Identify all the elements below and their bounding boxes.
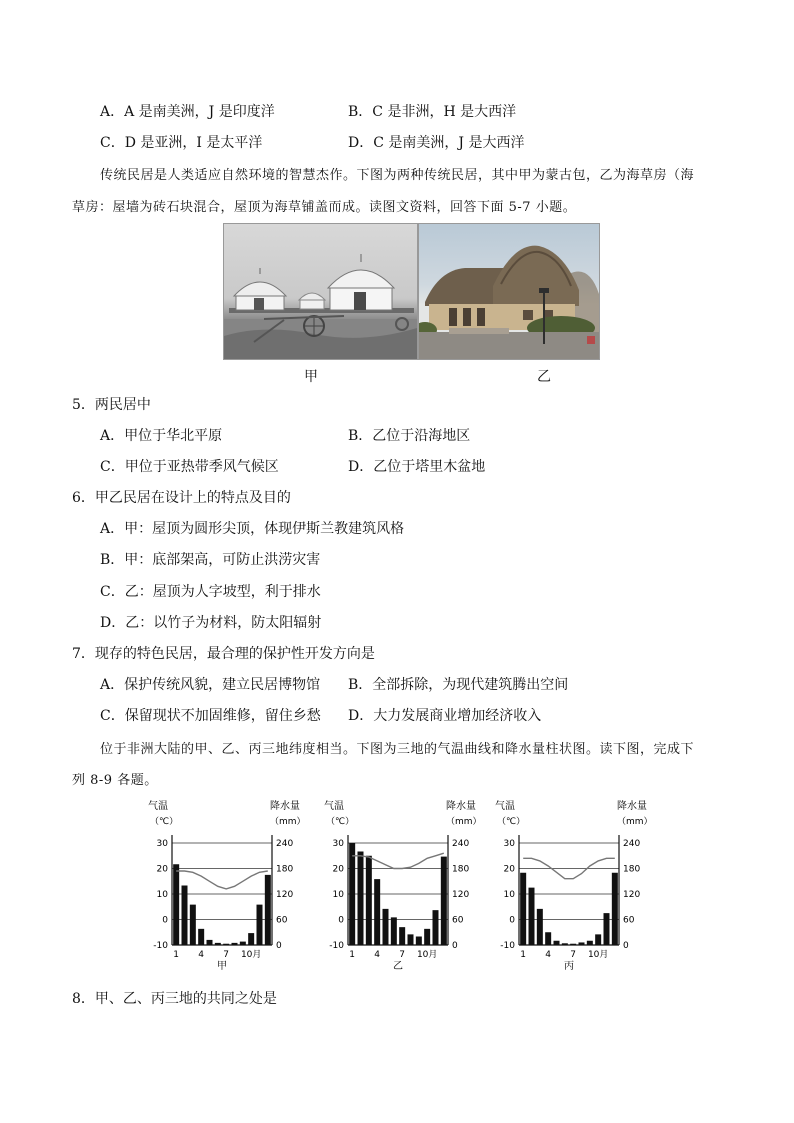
- temp-tick-label: -10: [153, 941, 168, 951]
- chart-caption: 丙: [564, 961, 574, 972]
- temp-tick-label: 20: [332, 864, 344, 875]
- precip-bar: [587, 941, 593, 945]
- temp-tick-label: 20: [503, 864, 515, 875]
- q4-option-d-text: D．C 是南美洲，J 是大西洋: [348, 135, 525, 151]
- yurt-photo: [223, 223, 418, 360]
- precip-bar: [441, 857, 447, 945]
- intro-5-7-line2: 草房：屋墙为砖石块混合，屋顶为海草铺盖而成。读图文资料，回答下面 5-7 小题。: [72, 200, 577, 215]
- q5-option-b: B．乙位于沿海地区: [348, 428, 471, 444]
- precip-axis-title: 降水量: [446, 801, 476, 812]
- q5-option-d: D．乙位于塔里木盆地: [348, 459, 486, 475]
- precip-bar: [182, 886, 188, 946]
- temp-tick-label: 10: [503, 890, 515, 900]
- temp-tick-label: 30: [503, 839, 515, 849]
- precip-tick-label: 180: [623, 864, 641, 875]
- temp-tick-label: 10: [156, 890, 168, 900]
- q6-option-a: A．甲：屋顶为圆形尖顶，体现伊斯兰教建筑风格: [100, 521, 405, 537]
- precip-bar: [529, 888, 535, 945]
- precip-bar: [416, 937, 422, 946]
- x-tick-label: 7: [223, 950, 230, 960]
- x-tick-label: 10月: [416, 950, 438, 960]
- temp-tick-label: 0: [162, 915, 168, 926]
- precip-bar: [433, 910, 439, 945]
- precip-bar: [408, 934, 414, 945]
- precip-bar: [545, 932, 551, 945]
- q6-stem: 6．甲乙民居在设计上的特点及目的: [72, 490, 291, 506]
- precip-axis-unit: （mm）: [446, 817, 482, 827]
- precip-tick-label: 240: [623, 839, 641, 849]
- intro-5-7-line1: 传统民居是人类适应自然环境的智慧杰作。下图为两种传统民居，其中甲为蒙古包，乙为海草房（海: [100, 168, 695, 183]
- x-tick-label: 7: [399, 950, 406, 960]
- precip-tick-label: 60: [452, 915, 464, 926]
- precip-bar: [604, 913, 610, 945]
- precip-tick-label: 60: [623, 915, 635, 926]
- precip-bar: [215, 943, 221, 945]
- q5-option-c: C．甲位于亚热带季风气候区: [100, 459, 279, 475]
- q4-option-a-text: A．A 是南美洲，J 是印度洋: [100, 104, 275, 120]
- temp-axis-title: 气温: [148, 801, 168, 812]
- precip-bar: [349, 843, 355, 945]
- x-tick-label: 4: [374, 950, 381, 960]
- precip-bar: [424, 929, 430, 945]
- x-tick-label: 10月: [240, 950, 262, 960]
- intro-8-9-line2: 列 8-9 各题。: [72, 773, 158, 788]
- precip-bar: [265, 875, 271, 945]
- q7-option-c: C．保留现状不加固维修，留住乡愁: [100, 708, 321, 724]
- x-tick-label: 7: [570, 950, 577, 960]
- temp-tick-label: -10: [500, 941, 515, 951]
- precip-bar: [537, 909, 543, 945]
- x-tick-label: 4: [545, 950, 552, 960]
- precip-bar: [579, 942, 585, 945]
- precip-tick-label: 240: [452, 839, 470, 849]
- q5-option-a: A．甲位于华北平原: [100, 428, 223, 444]
- q7-stem: 7．现存的特色民居，最合理的保护性开发方向是: [72, 646, 375, 662]
- precip-bar: [520, 873, 526, 945]
- precip-tick-label: 0: [452, 941, 458, 951]
- precip-axis-unit: （mm）: [617, 817, 653, 827]
- temp-axis-unit: （℃）: [150, 817, 179, 827]
- temp-tick-label: 30: [332, 839, 344, 849]
- chart-caption: 甲: [217, 961, 227, 972]
- precip-bar: [399, 927, 405, 945]
- q7-option-d: D．大力发展商业增加经济收入: [348, 708, 542, 724]
- precip-bar: [374, 879, 380, 945]
- q5-stem: 5．两民居中: [72, 397, 151, 413]
- temp-axis-unit: （℃）: [497, 817, 526, 827]
- precip-bar: [173, 864, 179, 945]
- q4-option-c-text: C．D 是亚洲，I 是太平洋: [100, 135, 263, 151]
- temp-axis-title: 气温: [324, 801, 344, 812]
- precip-bar: [383, 909, 389, 945]
- precip-bar: [257, 905, 263, 945]
- precip-tick-label: 120: [276, 890, 294, 900]
- precip-tick-label: 180: [452, 864, 470, 875]
- precip-bar: [366, 856, 372, 945]
- photo-caption-jia: 甲: [304, 369, 318, 385]
- temp-tick-label: 30: [156, 839, 168, 849]
- temp-line: [176, 871, 268, 889]
- x-tick-label: 1: [173, 950, 180, 960]
- q4-option-b-text: B．C 是非洲，H 是大西洋: [348, 104, 517, 120]
- temp-tick-label: 0: [338, 915, 344, 926]
- precip-bar: [562, 943, 568, 945]
- temp-tick-label: 10: [332, 890, 344, 900]
- photo-caption-yi: 乙: [537, 369, 551, 385]
- temp-tick-label: -10: [329, 941, 344, 951]
- precip-bar: [570, 944, 576, 945]
- q7-option-a: A．保护传统风貌，建立民居博物馆: [100, 677, 321, 693]
- seaweed-house-photo: [418, 223, 600, 360]
- precip-bar: [240, 942, 246, 945]
- precip-bar: [207, 940, 213, 945]
- precip-tick-label: 60: [276, 915, 288, 926]
- precip-bar: [358, 852, 364, 946]
- x-tick-label: 10月: [587, 950, 609, 960]
- precip-axis-title: 降水量: [270, 801, 300, 812]
- temp-tick-label: 20: [156, 864, 168, 875]
- chart-caption: 乙: [393, 961, 403, 972]
- precip-tick-label: 0: [276, 941, 282, 951]
- temp-axis-unit: （℃）: [326, 817, 355, 827]
- x-tick-label: 4: [198, 950, 205, 960]
- x-tick-label: 1: [349, 950, 356, 960]
- q6-option-d: D．乙：以竹子为材料，防太阳辐射: [100, 615, 322, 631]
- temp-tick-label: 0: [509, 915, 515, 926]
- precip-bar: [198, 929, 204, 945]
- precip-tick-label: 180: [276, 864, 294, 875]
- q7-option-b: B．全部拆除，为现代建筑腾出空间: [348, 677, 569, 693]
- temp-axis-title: 气温: [495, 801, 515, 812]
- q6-option-b: B．甲：底部架高，可防止洪涝灾害: [100, 552, 321, 568]
- precip-bar: [391, 917, 397, 945]
- precip-tick-label: 240: [276, 839, 294, 849]
- precip-bar: [554, 941, 560, 945]
- precip-bar: [612, 873, 618, 945]
- climate-charts: [0, 795, 794, 985]
- precip-tick-label: 120: [623, 890, 641, 900]
- precip-axis-title: 降水量: [617, 801, 647, 812]
- precip-bar: [223, 944, 229, 945]
- x-tick-label: 1: [520, 950, 527, 960]
- q8-stem: 8．甲、乙、丙三地的共同之处是: [72, 991, 277, 1007]
- precip-bar: [190, 905, 196, 945]
- precip-bar: [248, 933, 254, 945]
- precip-tick-label: 0: [623, 941, 629, 951]
- precip-axis-unit: （mm）: [270, 817, 306, 827]
- q6-option-c: C．乙：屋顶为人字坡型，利于排水: [100, 584, 321, 600]
- intro-8-9-line1: 位于非洲大陆的甲、乙、丙三地纬度相当。下图为三地的气温曲线和降水量柱状图。读下图，完成下: [100, 742, 695, 757]
- precip-bar: [595, 934, 601, 945]
- precip-bar: [232, 943, 238, 945]
- precip-tick-label: 120: [452, 890, 470, 900]
